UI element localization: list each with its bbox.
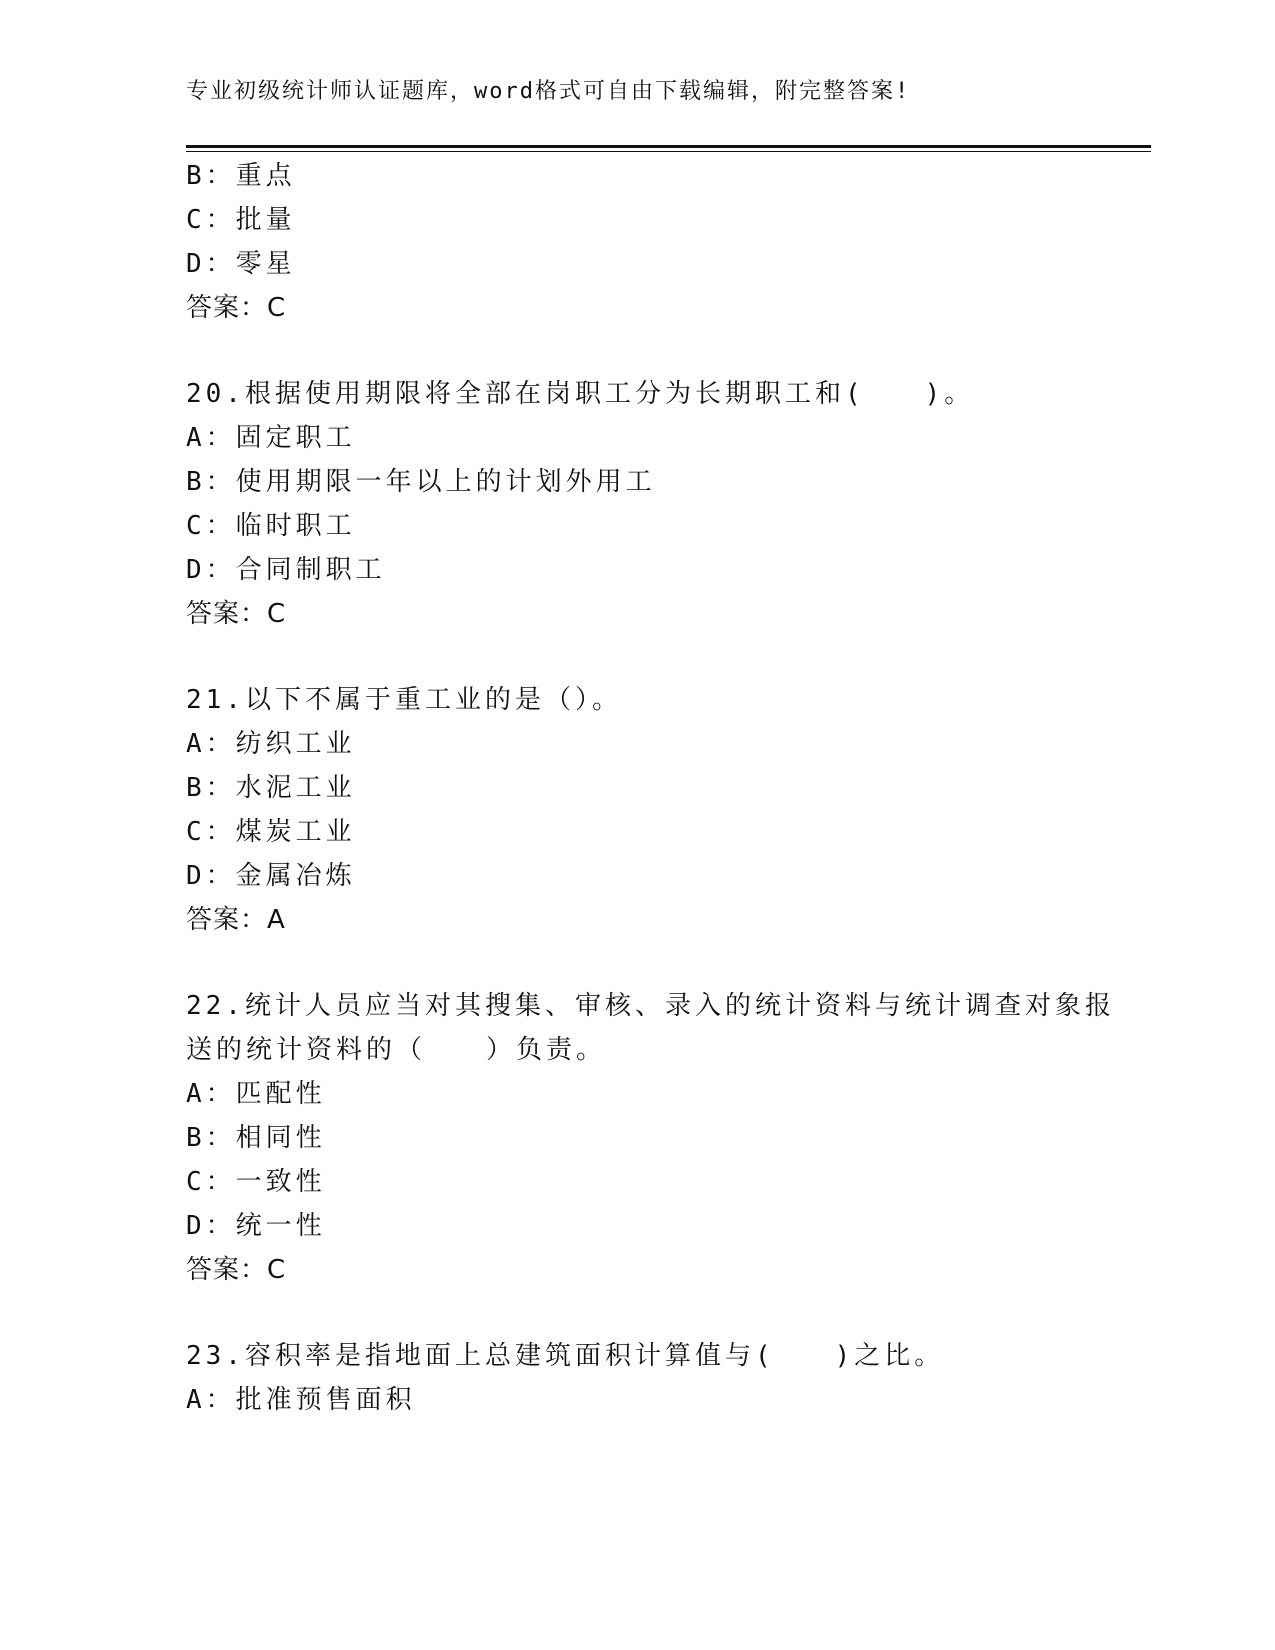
answer: 答案：C (186, 293, 287, 323)
option-a: A：纺织工业 (186, 729, 356, 759)
question-22-title-line2: 送的统计资料的（ ）负责。 (186, 1035, 607, 1065)
option-c: C：煤炭工业 (186, 817, 356, 847)
option-a: A：固定职工 (186, 423, 356, 453)
option-d: D：统一性 (186, 1211, 326, 1241)
question-22-title-line1: 22.统计人员应当对其搜集、审核、录入的统计资料与统计调查对象报 (186, 991, 1115, 1021)
header-rule-thin (186, 151, 1151, 152)
header-rule-thick (186, 145, 1151, 148)
option-d: D：零星 (186, 249, 296, 279)
question-20-title: 20.根据使用期限将全部在岗职工分为长期职工和( )。 (186, 379, 975, 409)
option-d: D：合同制职工 (186, 555, 386, 585)
option-b: B：使用期限一年以上的计划外用工 (186, 467, 656, 497)
option-b: B：重点 (186, 161, 296, 191)
option-a: A：匹配性 (186, 1079, 326, 1109)
page-header: 专业初级统计师认证题库，word格式可自由下载编辑，附完整答案! (186, 79, 911, 104)
option-b: B：相同性 (186, 1123, 326, 1153)
answer: 答案：C (186, 599, 287, 629)
question-21-title: 21.以下不属于重工业的是（）。 (186, 685, 622, 715)
option-a: A：批准预售面积 (186, 1385, 416, 1415)
question-23-title: 23.容积率是指地面上总建筑面积计算值与( )之比。 (186, 1341, 945, 1371)
option-c: C：临时职工 (186, 511, 356, 541)
option-c: C：一致性 (186, 1167, 326, 1197)
answer: 答案：A (186, 905, 286, 935)
option-d: D：金属冶炼 (186, 861, 356, 891)
option-b: B：水泥工业 (186, 773, 356, 803)
answer: 答案：C (186, 1255, 287, 1285)
option-c: C：批量 (186, 205, 296, 235)
